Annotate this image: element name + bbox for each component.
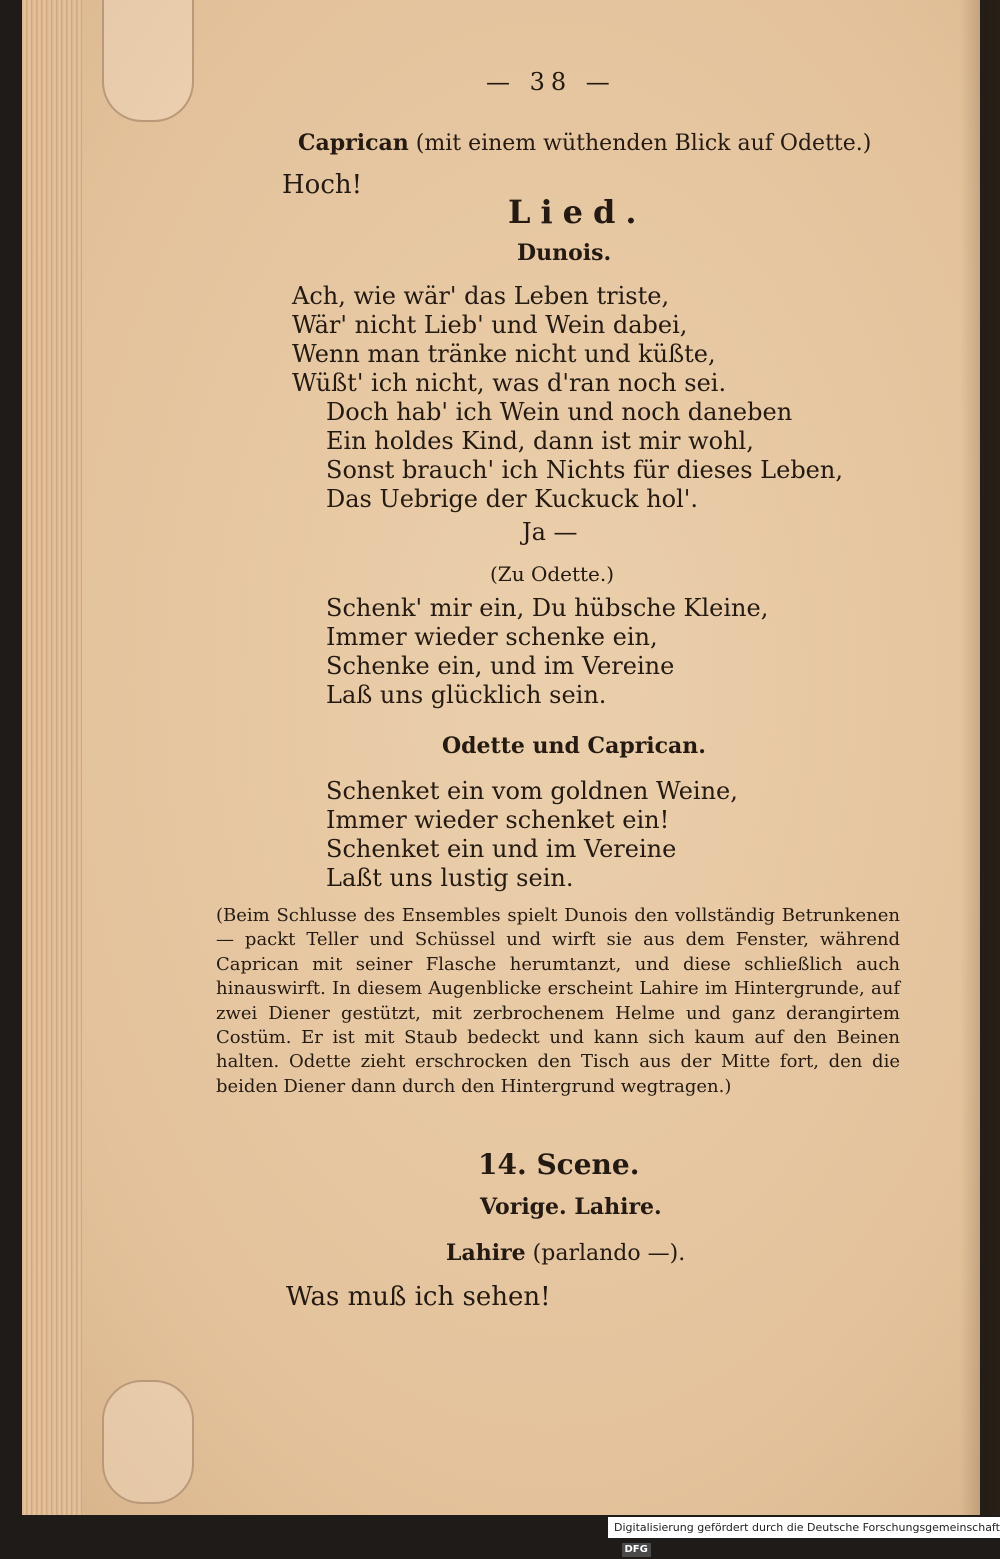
dialogue-last-line: Was muß ich sehen! <box>286 1282 551 1312</box>
verse-line: Schenke ein, und im Vereine <box>326 652 675 680</box>
verse-line: Ach, wie wär' das Leben triste, <box>292 282 670 310</box>
verse-line: Das Uebrige der Kuckuck hol'. <box>326 485 699 513</box>
stage-direction-text: (Beim Schlusse des Ensembles spielt Dunois den vollständig Betrunkenen — packt Teller und Schüssel und wirft sie aus dem Fenster, während Caprican mit seiner Flasche herumtanzt, und diese schließlich auch hinauswirft. In diesem Augenblicke erscheint Lahire im Hintergrunde, auf zwei Diener gestützt, mit zerbrochenem Helme und ganz derangirtem Costüm. Er ist mit Staub bedeckt und kann sich kaum auf den Beinen halten. Odette zieht erschrocken den Tisch aus der Mitte fort, den die beiden Diener dann durch den Hintergrund wegtragen.) <box>216 905 900 1097</box>
verse-line: Wüßt' ich nicht, was d'ran noch sei. <box>292 369 727 397</box>
speaker-caprican: Caprican <box>298 130 409 156</box>
verse-line: Laßt uns lustig sein. <box>326 864 574 892</box>
stage-direction-inline: (mit einem wüthenden Blick auf Odette.) <box>415 131 872 156</box>
song-title: Lied. <box>508 193 647 231</box>
verse-line: Wenn man tränke nicht und küßte, <box>292 340 716 368</box>
scene-cast: Vorige. Lahire. <box>480 1194 662 1220</box>
stage-direction-zu-odette: (Zu Odette.) <box>490 562 615 586</box>
lahire-stage-line <box>446 1240 685 1266</box>
page-number: — 38 — <box>486 68 616 96</box>
duet-heading: Odette und Caprican. <box>442 733 706 759</box>
caprican-stage-line <box>298 130 871 156</box>
verse-line: Wär' nicht Lieb' und Wein dabei, <box>292 311 688 339</box>
verse-line: Ein holdes Kind, dann ist mir wohl, <box>326 427 754 455</box>
page-edges <box>22 0 82 1515</box>
dialogue-hoch: Hoch! <box>282 170 363 200</box>
page-clip-bottom <box>102 1380 194 1504</box>
verse-line: Laß uns glücklich sein. <box>326 681 607 709</box>
footer-text: Digitalisierung gefördert durch die Deutsche Forschungsgemeinschaft · <box>614 1521 1000 1555</box>
verse-line: Schenket ein und im Vereine <box>326 835 677 863</box>
singer-name: Dunois. <box>517 240 612 266</box>
verse-line: Sonst brauch' ich Nichts für dieses Leben, <box>326 456 843 484</box>
scene-heading: 14. Scene. <box>478 1148 640 1181</box>
binding-gutter <box>960 0 1000 1515</box>
verse-line: Doch hab' ich Wein und noch daneben <box>326 398 793 426</box>
verse-ja: Ja — <box>522 518 578 546</box>
verse-line: Immer wieder schenket ein! <box>326 806 670 834</box>
speaker-lahire: Lahire <box>446 1240 526 1266</box>
page-clip-top <box>102 0 194 122</box>
stage-direction-block <box>216 904 900 1099</box>
dfg-logo: DFG <box>622 1543 651 1557</box>
stage-direction-inline: (parlando —). <box>532 1241 686 1266</box>
verse-line: Schenk' mir ein, Du hübsche Kleine, <box>326 594 769 622</box>
verse-line: Immer wieder schenke ein, <box>326 623 658 651</box>
verse-line: Schenket ein vom goldnen Weine, <box>326 777 738 805</box>
digitization-footer <box>608 1517 1000 1555</box>
